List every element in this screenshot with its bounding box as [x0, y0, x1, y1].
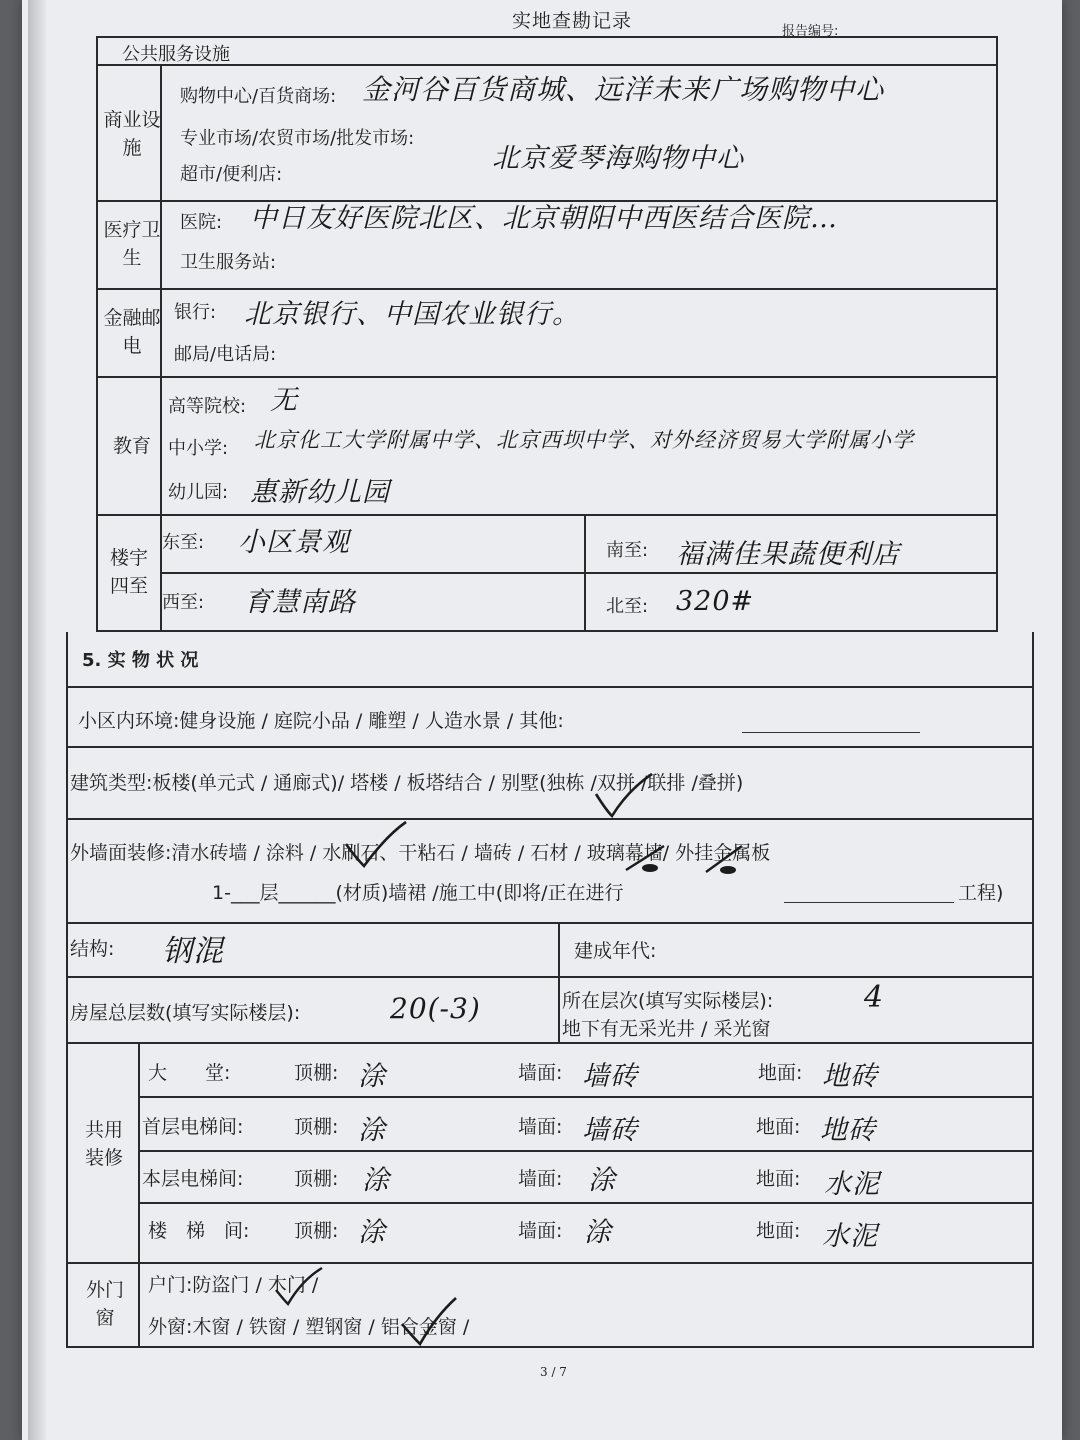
physical-section-title: 5. 实 物 状 况 [82, 650, 199, 671]
ceiling-label: 顶棚: [294, 1168, 339, 1190]
facade-line-2b: 工程) [958, 882, 1004, 904]
total-floors-value: 20(-3) [390, 992, 481, 1025]
window-line: 外窗:木窗 / 铁窗 / 塑钢窗 / 铝合金窗 / [148, 1316, 470, 1338]
facade-line-2a: 1-___层______(材质)墙裙 /施工中(即将/正在进行 [212, 882, 624, 904]
mall-value: 金河谷百货商城、远洋未来广场购物中心 [362, 73, 885, 106]
west-value: 育慧南路 [244, 587, 356, 618]
strike-stone-icon [702, 840, 750, 880]
market-label: 专业市场/农贸市场/批发市场: [180, 128, 415, 149]
public-services-title: 公共服务设施 [122, 44, 230, 65]
environment-line: 小区内环境:健身设施 / 庭院小品 / 雕塑 / 人造水景 / 其他: [78, 710, 564, 732]
kindergarten-label: 幼儿园: [168, 482, 229, 503]
floor-level-label: 所在层次(填写实际楼层): [562, 990, 774, 1012]
ceiling-label: 顶棚: [294, 1116, 339, 1138]
year-built-label: 建成年代: [574, 940, 657, 962]
ceiling-label: 顶棚: [294, 1220, 339, 1242]
building-type-line: 建筑类型:板楼(单元式 / 通廊式)/ 塔楼 / 板塔结合 / 别墅(独栋 /双拼 /联排 /叠拼) [70, 772, 744, 794]
floor-level-value: 4 [864, 980, 885, 1015]
west-label: 西至: [162, 592, 205, 613]
supermarket-label: 超市/便利店: [180, 164, 283, 185]
wall-value: 墙砖 [582, 1115, 638, 1146]
wall-value: 涂 [588, 1165, 616, 1196]
wall-value: 涂 [584, 1217, 612, 1248]
category-shared-decoration: 共用装修 [84, 1119, 123, 1169]
floor-label: 地面: [756, 1116, 801, 1138]
wall-label: 墙面: [518, 1168, 563, 1190]
row-name: 大 堂: [148, 1062, 231, 1084]
strike-wall-tile-icon [622, 840, 670, 880]
ceiling-value: 涂 [358, 1115, 386, 1146]
structure-value: 钢混 [162, 934, 224, 969]
east-label: 东至: [162, 532, 205, 553]
wall-label: 墙面: [518, 1220, 563, 1242]
kindergarten-value: 惠新幼儿园 [250, 477, 390, 508]
check-mark-plank-tower-icon [594, 772, 654, 822]
door-line: 户门:防盗门 / 木门 / [148, 1274, 319, 1296]
market-value: 北京爱琴海购物中心 [492, 143, 744, 174]
south-value: 福满佳果蔬便利店 [676, 539, 900, 570]
floor-label: 地面: [756, 1168, 801, 1190]
bank-label: 银行: [174, 302, 217, 323]
floor-value: 水泥 [822, 1221, 878, 1252]
school-label: 中小学: [168, 438, 229, 459]
north-value: 320# [676, 586, 755, 617]
category-education: 教育 [112, 435, 151, 457]
floor-value: 地砖 [820, 1115, 876, 1146]
ceiling-value: 涂 [358, 1061, 386, 1092]
hospital-label: 医院: [180, 212, 223, 233]
wall-value: 墙砖 [582, 1061, 638, 1092]
facade-line-1: 外墙面装修:清水砖墙 / 涂料 / 水刷石、干粘石 / 墙砖 / 石材 / 玻璃幕墙/ 外挂金属板 [70, 842, 771, 864]
category-commercial: 商业设施 [103, 109, 161, 159]
wall-label: 墙面: [518, 1116, 563, 1138]
east-value: 小区景观 [238, 527, 350, 558]
page-edge [28, 0, 46, 1440]
category-medical: 医疗卫生 [103, 219, 161, 269]
survey-page [22, 0, 1062, 1440]
bank-value: 北京银行、中国农业银行。 [244, 299, 580, 330]
floor-label: 地面: [758, 1062, 803, 1084]
total-floors-label: 房屋总层数(填写实际楼层): [70, 1002, 301, 1024]
structure-label: 结构: [70, 938, 115, 960]
skylight-line: 地下有无采光井 / 采光窗 [562, 1018, 771, 1040]
page-number: 3 / 7 [540, 1365, 567, 1379]
north-label: 北至: [606, 596, 649, 617]
check-mark-plastic-steel-window-icon [398, 1296, 458, 1346]
ceiling-value: 涂 [362, 1165, 390, 1196]
category-boundaries: 楼宇四至 [109, 547, 148, 597]
ceiling-value: 涂 [358, 1217, 386, 1248]
college-label: 高等院校: [168, 396, 247, 417]
report-number-label: 报告编号: [782, 24, 839, 39]
mall-label: 购物中心/百货商场: [180, 86, 337, 107]
check-mark-security-door-icon [272, 1266, 324, 1306]
check-mark-coating-icon [340, 820, 410, 870]
college-value: 无 [270, 385, 298, 416]
floor-value: 地砖 [822, 1061, 878, 1092]
category-finance: 金融邮电 [103, 307, 161, 357]
category-doors-windows: 外门窗 [85, 1279, 124, 1329]
post-office-label: 邮局/电话局: [174, 344, 277, 365]
school-value: 北京化工大学附属中学、北京西坝中学、对外经济贸易大学附属小学 [254, 428, 914, 452]
hospital-value: 中日友好医院北区、北京朝阳中西医结合医院… [250, 203, 838, 234]
wall-label: 墙面: [518, 1062, 563, 1084]
row-name: 楼 梯 间: [148, 1220, 250, 1242]
document-title: 实地查勘记录 [512, 10, 633, 32]
health-station-label: 卫生服务站: [180, 252, 277, 273]
floor-label: 地面: [756, 1220, 801, 1242]
row-name: 首层电梯间: [142, 1116, 244, 1138]
south-label: 南至: [606, 540, 649, 561]
row-name: 本层电梯间: [142, 1168, 244, 1190]
floor-value: 水泥 [824, 1169, 880, 1200]
ceiling-label: 顶棚: [294, 1062, 339, 1084]
